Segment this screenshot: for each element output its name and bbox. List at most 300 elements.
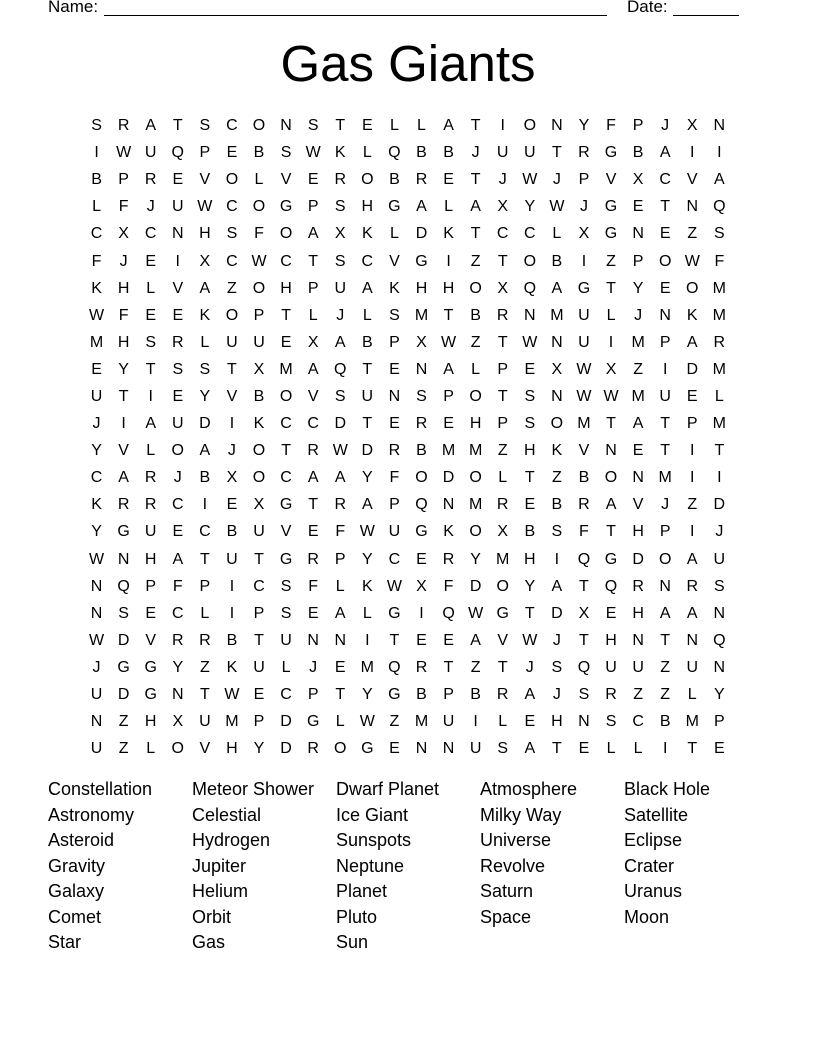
grid-letter[interactable]: S bbox=[280, 144, 292, 162]
grid-letter[interactable]: T bbox=[254, 631, 264, 649]
grid-letter[interactable]: G bbox=[604, 225, 618, 243]
grid-letter[interactable]: J bbox=[525, 658, 534, 676]
grid-letter[interactable]: R bbox=[307, 550, 319, 568]
grid-letter[interactable]: K bbox=[686, 306, 698, 324]
grid-letter[interactable]: V bbox=[118, 442, 129, 460]
grid-letter[interactable]: C bbox=[280, 415, 292, 433]
grid-letter[interactable]: I bbox=[229, 577, 235, 595]
grid-letter[interactable]: P bbox=[253, 306, 265, 324]
grid-letter[interactable]: X bbox=[307, 333, 319, 351]
grid-letter[interactable]: G bbox=[604, 550, 618, 568]
grid-letter[interactable]: E bbox=[578, 740, 590, 758]
grid-letter[interactable]: E bbox=[443, 631, 454, 649]
grid-letter[interactable]: U bbox=[361, 387, 374, 405]
grid-letter[interactable]: U bbox=[144, 523, 157, 541]
grid-letter[interactable]: O bbox=[658, 252, 672, 270]
grid-letter[interactable]: J bbox=[634, 306, 643, 324]
grid-letter[interactable]: K bbox=[253, 415, 265, 433]
grid-letter[interactable]: A bbox=[524, 740, 536, 758]
grid-letter[interactable]: C bbox=[226, 198, 238, 216]
grid-letter[interactable]: Q bbox=[415, 496, 428, 514]
grid-letter[interactable]: K bbox=[443, 225, 454, 243]
grid-letter[interactable]: O bbox=[279, 225, 293, 243]
grid-letter[interactable]: F bbox=[91, 252, 102, 270]
grid-letter[interactable]: K bbox=[91, 496, 102, 514]
grid-letter[interactable]: L bbox=[200, 333, 210, 351]
grid-letter[interactable]: E bbox=[389, 415, 400, 433]
grid-letter[interactable]: I bbox=[121, 415, 126, 433]
grid-letter[interactable]: Z bbox=[633, 360, 643, 378]
grid-letter[interactable]: B bbox=[416, 686, 427, 704]
grid-letter[interactable]: F bbox=[714, 252, 725, 270]
grid-letter[interactable]: J bbox=[173, 469, 182, 487]
grid-letter[interactable]: R bbox=[171, 631, 184, 649]
grid-letter[interactable]: G bbox=[306, 713, 320, 731]
grid-letter[interactable]: L bbox=[146, 740, 156, 758]
grid-letter[interactable]: B bbox=[226, 631, 238, 649]
grid-letter[interactable]: A bbox=[686, 333, 698, 351]
grid-letter[interactable]: M bbox=[360, 658, 374, 676]
grid-letter[interactable]: U bbox=[253, 333, 265, 351]
grid-letter[interactable]: E bbox=[361, 117, 373, 135]
grid-letter[interactable]: A bbox=[524, 686, 536, 704]
grid-letter[interactable]: T bbox=[497, 658, 508, 676]
grid-letter[interactable]: I bbox=[473, 713, 478, 731]
grid-letter[interactable]: R bbox=[686, 577, 699, 595]
grid-letter[interactable]: L bbox=[335, 713, 345, 731]
grid-letter[interactable]: E bbox=[307, 171, 319, 189]
grid-letter[interactable]: I bbox=[229, 415, 235, 433]
grid-letter[interactable]: L bbox=[146, 442, 156, 460]
grid-letter[interactable]: X bbox=[632, 171, 644, 189]
grid-letter[interactable]: W bbox=[116, 144, 132, 162]
grid-letter[interactable]: S bbox=[280, 577, 292, 595]
grid-letter[interactable]: M bbox=[712, 360, 726, 378]
grid-letter[interactable]: O bbox=[550, 415, 564, 433]
grid-letter[interactable]: P bbox=[578, 171, 590, 189]
grid-letter[interactable]: J bbox=[661, 496, 670, 514]
grid-letter[interactable]: B bbox=[551, 496, 563, 514]
grid-letter[interactable]: Y bbox=[361, 469, 373, 487]
grid-letter[interactable]: E bbox=[524, 713, 536, 731]
grid-letter[interactable]: C bbox=[632, 713, 644, 731]
grid-letter[interactable]: S bbox=[172, 360, 184, 378]
grid-letter[interactable]: D bbox=[469, 577, 482, 595]
grid-letter[interactable]: B bbox=[416, 442, 427, 460]
grid-letter[interactable]: P bbox=[307, 279, 319, 297]
grid-letter[interactable]: G bbox=[415, 252, 428, 270]
grid-letter[interactable]: H bbox=[632, 604, 644, 622]
grid-letter[interactable]: P bbox=[686, 415, 698, 433]
grid-letter[interactable]: W bbox=[522, 333, 538, 351]
grid-letter[interactable]: T bbox=[606, 415, 616, 433]
grid-letter[interactable]: X bbox=[551, 360, 563, 378]
grid-letter[interactable]: V bbox=[280, 171, 292, 189]
grid-letter[interactable]: Z bbox=[470, 658, 481, 676]
grid-letter[interactable]: P bbox=[145, 577, 157, 595]
grid-letter[interactable]: S bbox=[497, 740, 509, 758]
grid-letter[interactable]: Q bbox=[713, 631, 726, 649]
grid-letter[interactable]: E bbox=[659, 279, 671, 297]
grid-letter[interactable]: O bbox=[252, 198, 266, 216]
grid-letter[interactable]: U bbox=[334, 279, 347, 297]
grid-letter[interactable]: J bbox=[92, 658, 101, 676]
grid-letter[interactable]: T bbox=[497, 252, 508, 270]
grid-letter[interactable]: I bbox=[690, 144, 695, 162]
grid-letter[interactable]: M bbox=[712, 306, 726, 324]
grid-letter[interactable]: W bbox=[224, 686, 240, 704]
grid-letter[interactable]: T bbox=[470, 171, 481, 189]
grid-letter[interactable]: G bbox=[144, 658, 157, 676]
grid-letter[interactable]: N bbox=[171, 686, 184, 704]
grid-letter[interactable]: P bbox=[714, 713, 725, 731]
grid-letter[interactable]: U bbox=[524, 144, 536, 162]
grid-letter[interactable]: F bbox=[118, 306, 129, 324]
grid-letter[interactable]: E bbox=[226, 144, 238, 162]
grid-letter[interactable]: G bbox=[279, 550, 293, 568]
grid-letter[interactable]: N bbox=[442, 496, 455, 514]
grid-letter[interactable]: E bbox=[172, 171, 184, 189]
grid-letter[interactable]: N bbox=[90, 604, 103, 622]
grid-letter[interactable]: W bbox=[305, 144, 321, 162]
grid-letter[interactable]: W bbox=[441, 333, 457, 351]
grid-letter[interactable]: N bbox=[524, 306, 536, 324]
grid-letter[interactable]: C bbox=[361, 252, 374, 270]
grid-letter[interactable]: Z bbox=[199, 658, 210, 676]
grid-letter[interactable]: Y bbox=[91, 523, 102, 541]
grid-letter[interactable]: Y bbox=[172, 658, 184, 676]
grid-letter[interactable]: A bbox=[145, 415, 157, 433]
grid-letter[interactable]: T bbox=[145, 360, 156, 378]
grid-letter[interactable]: I bbox=[175, 252, 180, 270]
grid-letter[interactable]: B bbox=[524, 523, 536, 541]
grid-letter[interactable]: G bbox=[361, 740, 374, 758]
grid-letter[interactable]: U bbox=[496, 144, 509, 162]
grid-letter[interactable]: O bbox=[252, 442, 266, 460]
grid-letter[interactable]: H bbox=[199, 225, 211, 243]
grid-letter[interactable]: P bbox=[497, 415, 509, 433]
grid-letter[interactable]: J bbox=[146, 198, 155, 216]
grid-letter[interactable]: T bbox=[606, 279, 616, 297]
grid-letter[interactable]: S bbox=[91, 117, 102, 135]
grid-letter[interactable]: V bbox=[605, 171, 617, 189]
grid-letter[interactable]: M bbox=[631, 333, 645, 351]
grid-letter[interactable]: L bbox=[254, 171, 264, 189]
grid-letter[interactable]: E bbox=[172, 306, 184, 324]
grid-letter[interactable]: H bbox=[442, 279, 455, 297]
grid-letter[interactable]: C bbox=[388, 550, 401, 568]
grid-letter[interactable]: P bbox=[632, 117, 644, 135]
grid-letter[interactable]: J bbox=[119, 252, 128, 270]
grid-letter[interactable]: C bbox=[524, 225, 536, 243]
grid-letter[interactable]: Z bbox=[470, 333, 481, 351]
grid-letter[interactable]: Q bbox=[388, 144, 401, 162]
grid-letter[interactable]: W bbox=[576, 387, 592, 405]
grid-letter[interactable]: D bbox=[686, 360, 699, 378]
grid-letter[interactable]: P bbox=[389, 496, 400, 514]
grid-letter[interactable]: N bbox=[90, 577, 103, 595]
grid-letter[interactable]: J bbox=[579, 198, 588, 216]
grid-letter[interactable]: E bbox=[145, 306, 157, 324]
grid-letter[interactable]: I bbox=[446, 252, 451, 270]
grid-letter[interactable]: V bbox=[226, 387, 238, 405]
grid-letter[interactable]: O bbox=[523, 252, 537, 270]
grid-letter[interactable]: U bbox=[280, 631, 292, 649]
grid-letter[interactable]: M bbox=[550, 306, 564, 324]
grid-letter[interactable]: W bbox=[576, 360, 592, 378]
grid-letter[interactable]: V bbox=[632, 496, 644, 514]
grid-letter[interactable]: O bbox=[415, 469, 428, 487]
grid-letter[interactable]: P bbox=[497, 360, 509, 378]
grid-letter[interactable]: T bbox=[551, 740, 562, 758]
grid-letter[interactable]: W bbox=[386, 577, 402, 595]
grid-letter[interactable]: F bbox=[579, 523, 589, 541]
grid-letter[interactable]: A bbox=[361, 279, 373, 297]
grid-letter[interactable]: I bbox=[662, 740, 668, 758]
grid-letter[interactable]: A bbox=[199, 279, 211, 297]
grid-letter[interactable]: S bbox=[199, 360, 211, 378]
grid-letter[interactable]: L bbox=[281, 658, 291, 676]
grid-letter[interactable]: T bbox=[281, 306, 291, 324]
grid-letter[interactable]: P bbox=[253, 713, 265, 731]
grid-letter[interactable]: R bbox=[334, 171, 347, 189]
grid-letter[interactable]: T bbox=[335, 686, 346, 704]
grid-letter[interactable]: I bbox=[148, 387, 153, 405]
grid-letter[interactable]: E bbox=[307, 523, 319, 541]
grid-letter[interactable]: K bbox=[199, 306, 211, 324]
grid-letter[interactable]: I bbox=[662, 360, 668, 378]
grid-letter[interactable]: O bbox=[604, 469, 618, 487]
grid-letter[interactable]: H bbox=[144, 713, 157, 731]
grid-letter[interactable]: M bbox=[685, 713, 699, 731]
grid-letter[interactable]: R bbox=[496, 306, 509, 324]
grid-letter[interactable]: R bbox=[199, 631, 211, 649]
grid-letter[interactable]: Z bbox=[389, 713, 400, 731]
grid-letter[interactable]: G bbox=[117, 523, 130, 541]
grid-letter[interactable]: Q bbox=[523, 279, 537, 297]
grid-letter[interactable]: Q bbox=[388, 658, 401, 676]
grid-letter[interactable]: U bbox=[605, 658, 617, 676]
grid-letter[interactable]: E bbox=[226, 496, 238, 514]
grid-letter[interactable]: F bbox=[172, 577, 183, 595]
grid-letter[interactable]: I bbox=[608, 333, 614, 351]
grid-letter[interactable]: E bbox=[334, 658, 346, 676]
grid-letter[interactable]: A bbox=[361, 496, 373, 514]
grid-letter[interactable]: L bbox=[687, 686, 697, 704]
grid-letter[interactable]: G bbox=[604, 144, 618, 162]
grid-letter[interactable]: L bbox=[389, 225, 399, 243]
grid-letter[interactable]: X bbox=[253, 496, 265, 514]
grid-letter[interactable]: E bbox=[172, 387, 184, 405]
grid-letter[interactable]: U bbox=[199, 713, 211, 731]
grid-letter[interactable]: B bbox=[443, 144, 454, 162]
grid-letter[interactable]: J bbox=[92, 415, 101, 433]
grid-letter[interactable]: D bbox=[199, 415, 211, 433]
grid-letter[interactable]: G bbox=[279, 198, 293, 216]
grid-letter[interactable]: T bbox=[254, 550, 264, 568]
grid-letter[interactable]: V bbox=[307, 387, 319, 405]
grid-letter[interactable]: F bbox=[254, 225, 264, 243]
grid-letter[interactable]: J bbox=[715, 523, 724, 541]
grid-letter[interactable]: W bbox=[603, 387, 619, 405]
grid-letter[interactable]: R bbox=[605, 686, 617, 704]
grid-letter[interactable]: G bbox=[577, 279, 591, 297]
grid-letter[interactable]: B bbox=[91, 171, 102, 189]
grid-letter[interactable]: S bbox=[714, 225, 725, 243]
grid-letter[interactable]: T bbox=[227, 360, 237, 378]
grid-letter[interactable]: Y bbox=[118, 360, 129, 378]
grid-letter[interactable]: L bbox=[200, 604, 210, 622]
grid-letter[interactable]: Y bbox=[524, 577, 536, 595]
grid-letter[interactable]: X bbox=[199, 252, 211, 270]
grid-letter[interactable]: V bbox=[145, 631, 157, 649]
grid-letter[interactable]: T bbox=[470, 225, 481, 243]
grid-letter[interactable]: V bbox=[199, 740, 211, 758]
grid-letter[interactable]: A bbox=[470, 198, 481, 216]
grid-letter[interactable]: M bbox=[468, 442, 483, 460]
grid-letter[interactable]: T bbox=[308, 252, 319, 270]
grid-letter[interactable]: L bbox=[633, 740, 643, 758]
grid-letter[interactable]: Z bbox=[633, 686, 643, 704]
grid-letter[interactable]: R bbox=[632, 577, 644, 595]
grid-letter[interactable]: L bbox=[335, 577, 345, 595]
grid-letter[interactable]: N bbox=[713, 658, 726, 676]
grid-letter[interactable]: T bbox=[579, 577, 589, 595]
grid-letter[interactable]: T bbox=[660, 198, 671, 216]
grid-letter[interactable]: P bbox=[334, 550, 346, 568]
grid-letter[interactable]: R bbox=[388, 442, 401, 460]
grid-letter[interactable]: N bbox=[659, 306, 671, 324]
grid-letter[interactable]: H bbox=[226, 740, 238, 758]
grid-letter[interactable]: A bbox=[307, 225, 319, 243]
grid-letter[interactable]: T bbox=[714, 442, 725, 460]
grid-letter[interactable]: Y bbox=[91, 442, 102, 460]
grid-letter[interactable]: S bbox=[145, 333, 157, 351]
grid-letter[interactable]: L bbox=[146, 279, 156, 297]
grid-letter[interactable]: R bbox=[144, 469, 157, 487]
grid-letter[interactable]: P bbox=[659, 523, 671, 541]
grid-letter[interactable]: O bbox=[523, 117, 537, 135]
grid-letter[interactable]: S bbox=[551, 658, 563, 676]
grid-letter[interactable]: A bbox=[605, 496, 617, 514]
grid-letter[interactable]: J bbox=[661, 117, 670, 135]
grid-letter[interactable]: I bbox=[581, 252, 587, 270]
grid-letter[interactable]: H bbox=[117, 333, 130, 351]
grid-letter[interactable]: U bbox=[442, 713, 455, 731]
grid-letter[interactable]: G bbox=[415, 523, 428, 541]
grid-letter[interactable]: T bbox=[470, 117, 481, 135]
grid-letter[interactable]: M bbox=[496, 550, 510, 568]
grid-letter[interactable]: C bbox=[226, 117, 238, 135]
grid-letter[interactable]: C bbox=[280, 252, 292, 270]
grid-letter[interactable]: U bbox=[90, 740, 103, 758]
grid-letter[interactable]: P bbox=[199, 577, 211, 595]
grid-letter[interactable]: D bbox=[442, 469, 455, 487]
grid-letter[interactable]: R bbox=[496, 686, 509, 704]
grid-letter[interactable]: M bbox=[577, 415, 591, 433]
grid-letter[interactable]: M bbox=[468, 496, 483, 514]
grid-letter[interactable]: U bbox=[90, 387, 103, 405]
grid-letter[interactable]: T bbox=[281, 442, 291, 460]
grid-letter[interactable]: T bbox=[362, 360, 373, 378]
grid-letter[interactable]: R bbox=[117, 496, 130, 514]
grid-letter[interactable]: G bbox=[388, 604, 401, 622]
grid-letter[interactable]: U bbox=[578, 333, 590, 351]
grid-letter[interactable]: D bbox=[334, 415, 347, 433]
grid-letter[interactable]: U bbox=[388, 523, 401, 541]
grid-letter[interactable]: D bbox=[117, 631, 130, 649]
grid-letter[interactable]: N bbox=[388, 387, 401, 405]
grid-letter[interactable]: A bbox=[551, 577, 563, 595]
grid-letter[interactable]: J bbox=[552, 686, 561, 704]
grid-letter[interactable]: L bbox=[471, 360, 481, 378]
grid-letter[interactable]: Y bbox=[361, 550, 373, 568]
grid-letter[interactable]: R bbox=[144, 496, 157, 514]
grid-letter[interactable]: T bbox=[660, 442, 671, 460]
grid-letter[interactable]: U bbox=[226, 333, 238, 351]
grid-letter[interactable]: A bbox=[632, 415, 644, 433]
grid-letter[interactable]: C bbox=[659, 171, 671, 189]
grid-letter[interactable]: Y bbox=[199, 387, 211, 405]
grid-letter[interactable]: T bbox=[660, 631, 671, 649]
grid-letter[interactable]: B bbox=[226, 523, 238, 541]
grid-letter[interactable]: D bbox=[280, 740, 292, 758]
grid-letter[interactable]: R bbox=[415, 415, 428, 433]
grid-letter[interactable]: J bbox=[309, 658, 318, 676]
grid-letter[interactable]: N bbox=[442, 740, 455, 758]
grid-letter[interactable]: H bbox=[524, 442, 536, 460]
grid-letter[interactable]: X bbox=[686, 117, 698, 135]
grid-letter[interactable]: V bbox=[199, 171, 211, 189]
grid-letter[interactable]: Y bbox=[361, 686, 373, 704]
grid-letter[interactable]: Y bbox=[632, 279, 644, 297]
grid-letter[interactable]: W bbox=[359, 713, 375, 731]
grid-letter[interactable]: S bbox=[334, 387, 346, 405]
grid-letter[interactable]: F bbox=[443, 577, 454, 595]
grid-letter[interactable]: G bbox=[496, 604, 509, 622]
grid-letter[interactable]: M bbox=[631, 387, 645, 405]
grid-letter[interactable]: A bbox=[334, 604, 346, 622]
grid-letter[interactable]: B bbox=[551, 252, 563, 270]
grid-letter[interactable]: E bbox=[524, 496, 536, 514]
grid-letter[interactable]: P bbox=[307, 198, 319, 216]
grid-letter[interactable]: N bbox=[307, 631, 319, 649]
grid-letter[interactable]: W bbox=[88, 631, 105, 649]
grid-letter[interactable]: E bbox=[91, 360, 102, 378]
grid-letter[interactable]: D bbox=[361, 442, 374, 460]
grid-letter[interactable]: X bbox=[497, 279, 509, 297]
grid-letter[interactable]: P bbox=[389, 333, 400, 351]
grid-letter[interactable]: W bbox=[549, 198, 565, 216]
grid-letter[interactable]: T bbox=[199, 686, 210, 704]
grid-letter[interactable]: K bbox=[334, 144, 346, 162]
grid-letter[interactable]: J bbox=[471, 144, 480, 162]
grid-letter[interactable]: F bbox=[389, 469, 400, 487]
grid-letter[interactable]: Z bbox=[660, 658, 671, 676]
grid-letter[interactable]: H bbox=[117, 279, 130, 297]
grid-letter[interactable]: X bbox=[334, 225, 346, 243]
grid-letter[interactable]: E bbox=[443, 171, 454, 189]
grid-letter[interactable]: T bbox=[551, 144, 562, 162]
grid-letter[interactable]: D bbox=[117, 686, 130, 704]
grid-letter[interactable]: E bbox=[145, 604, 157, 622]
grid-letter[interactable]: S bbox=[307, 117, 319, 135]
grid-letter[interactable]: E bbox=[632, 198, 644, 216]
grid-letter[interactable]: A bbox=[334, 333, 346, 351]
grid-letter[interactable]: R bbox=[415, 658, 428, 676]
grid-letter[interactable]: Y bbox=[524, 198, 536, 216]
grid-letter[interactable]: E bbox=[172, 523, 184, 541]
